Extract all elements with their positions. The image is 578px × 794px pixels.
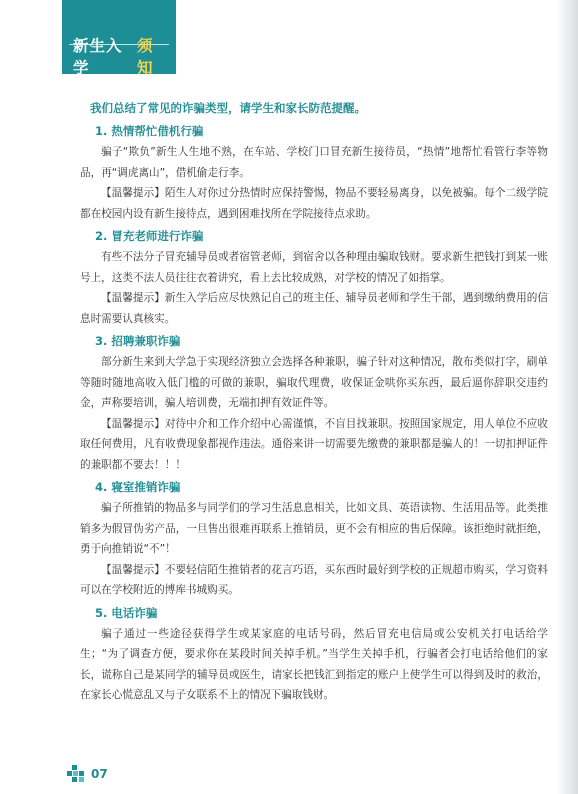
section-paragraph: 部分新生来到大学急于实现经济独立会选择各种兼职，骗子针对这种情况，散布类似打字，刷单等随时随地高收入低门槛的可做的兼职，骗取代理费，收保证金哄你买东西，最后逼你辞职交违约金，声称要培训，骗人培训费，无端扣押有效证件等。 [80, 356, 548, 409]
section-heading: 4. 寝室推销诈骗 [95, 480, 181, 494]
section-paragraph: 骗子所推销的物品多与同学们的学习生活息息相关，比如文具、英语读物、生活用品等。此类推销多为假冒伪劣产品，一旦售出很难再联系上推销员，更不会有相应的售后保障。该拒绝时就拒绝，勇于向推销说“不”！ [80, 502, 548, 555]
section-1 [80, 123, 548, 224]
page-footer [67, 765, 108, 783]
chapter-title-white: 新生入学 [73, 36, 123, 77]
tip-paragraph: 【温馨提示】陌生人对你过分热情时应保持警惕，物品不要轻易离身，以免被骗。每个二级学院都在校园内设有新生接待点，遇到困难找所在学院接待点求助。 [80, 187, 548, 220]
section-paragraph: 骗子通过一些途径获得学生或某家庭的电话号码，然后冒充电信局或公安机关打电话给学生；“为了调查方便，要求你在某段时间关掉手机。”当学生关掉手机，行骗者会打电话给他们的家长，谎称自己是某同学的辅导员或医生，请家长把钱汇到指定的账户上使学生可以得到及时的救治，在家长心慌意乱又与子女联系不上的情况下骗取钱财。 [80, 627, 548, 701]
tip-paragraph: 【温馨提示】新生入学后应尽快熟记自己的班主任、辅导员老师和学生干部，遇到缴纳费用的信息时需要认真核实。 [80, 292, 548, 325]
section-paragraph: 骗子“欺负”新生人生地不熟，在车站、学校门口冒充新生接待员，“热情”地帮忙看管行李等物品，再“调虎离山”，借机偷走行李。 [80, 146, 548, 179]
section-5 [80, 605, 548, 706]
article-body [80, 99, 548, 710]
tip-paragraph: 【温馨提示】对待中介和工作介绍中心需谨慎，不盲目找兼职。按照国家规定，用人单位不应收取任何费用，凡有收费现象都视作违法。通俗来讲一切需要先缴费的兼职都是骗人的！一切扣押证件的兼职都不要去！！！ [80, 417, 548, 471]
section-heading: 5. 电话诈骗 [95, 605, 158, 620]
section-4 [80, 479, 548, 601]
chapter-banner [62, 0, 176, 77]
section-paragraph: 有些不法分子冒充辅导员或者宿管老师，到宿舍以各种理由骗取钱财。要求新生把钱打到某一账号上，这类不法人员往往衣着讲究，看上去比较成熟，对学校的情况了如指掌。 [80, 251, 548, 284]
section-heading: 1. 热情帮忙借机行骗 [95, 124, 204, 138]
intro-text: 我们总结了常见的诈骗类型，请学生和家长防范提醒。 [90, 101, 366, 115]
section-3 [80, 333, 548, 475]
chapter-title-yellow: 须知 [137, 36, 154, 77]
section-2 [80, 228, 548, 329]
tip-paragraph: 【温馨提示】不要轻信陌生推销者的花言巧语，买东西时最好到学校的正规超市购买，学习资料可以在学校附近的博库书城购买。 [80, 563, 548, 596]
chapter-title [69, 36, 169, 77]
page-edge-shadow [556, 0, 578, 794]
section-heading: 2. 冒充老师进行诈骗 [95, 229, 204, 243]
section-heading: 3. 招聘兼职诈骗 [95, 334, 181, 348]
page-number: 07 [91, 767, 108, 781]
square-pattern-icon [67, 765, 89, 783]
